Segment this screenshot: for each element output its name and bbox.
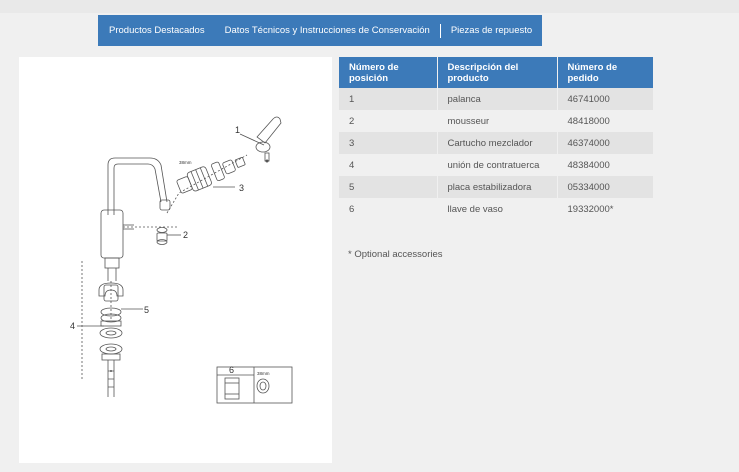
callout-3: 3 (239, 183, 245, 193)
cell-position: 6 (339, 198, 437, 220)
dimension-label-cartridge: 38mm (179, 160, 192, 165)
spout-tip (160, 200, 170, 210)
callout-1: 1 (235, 125, 241, 135)
cell-order-number: 48384000 (557, 154, 653, 176)
cell-description: llave de vaso (437, 198, 557, 220)
spout-outline-inner (114, 164, 161, 215)
cell-position: 4 (339, 154, 437, 176)
header-position-number: Número de posición (339, 57, 437, 88)
header-product-description: Descripción del producto (437, 57, 557, 88)
callout-6: 6 (229, 365, 235, 375)
cell-position: 3 (339, 132, 437, 154)
top-strip (0, 0, 739, 13)
spare-parts-table-wrap (339, 57, 653, 220)
tab-bar (98, 15, 542, 46)
table-row (339, 176, 653, 198)
spare-parts-diagram (19, 57, 332, 463)
cell-order-number: 46374000 (557, 132, 653, 154)
callout-4: 4 (70, 321, 76, 331)
cell-order-number: 48418000 (557, 110, 653, 132)
tab-piezas-de-repuesto[interactable]: Piezas de repuesto (440, 24, 542, 38)
cell-position: 2 (339, 110, 437, 132)
table-row (339, 88, 653, 110)
table-row (339, 132, 653, 154)
cell-description: mousseur (437, 110, 557, 132)
optional-accessories-note: * Optional accessories (348, 249, 443, 260)
cell-position: 1 (339, 88, 437, 110)
table-header-row (339, 57, 653, 88)
spare-parts-table (339, 57, 653, 220)
faucet-body (101, 210, 123, 258)
exploded-view-drawing (19, 57, 332, 463)
lever-outline (257, 117, 281, 143)
header-order-number: Número de pedido (557, 57, 653, 88)
dimension-label-tool: 38mm (257, 371, 270, 376)
cell-description: placa estabilizadora (437, 176, 557, 198)
tab-productos-destacados[interactable]: Productos Destacados (109, 25, 205, 36)
callout-5: 5 (144, 305, 150, 315)
cartridge-group (175, 152, 247, 197)
table-row (339, 154, 653, 176)
cell-description: Cartucho mezclador (437, 132, 557, 154)
table-row (339, 110, 653, 132)
cell-order-number: 46741000 (557, 88, 653, 110)
cell-description: palanca (437, 88, 557, 110)
table-row (339, 198, 653, 220)
cell-order-number: 05334000 (557, 176, 653, 198)
cell-position: 5 (339, 176, 437, 198)
cell-description: unión de contratuerca (437, 154, 557, 176)
cell-order-number: 19332000* (557, 198, 653, 220)
callout-2: 2 (183, 230, 189, 240)
tab-datos-tecnicos[interactable]: Datos Técnicos y Instrucciones de Conservación (224, 25, 430, 36)
